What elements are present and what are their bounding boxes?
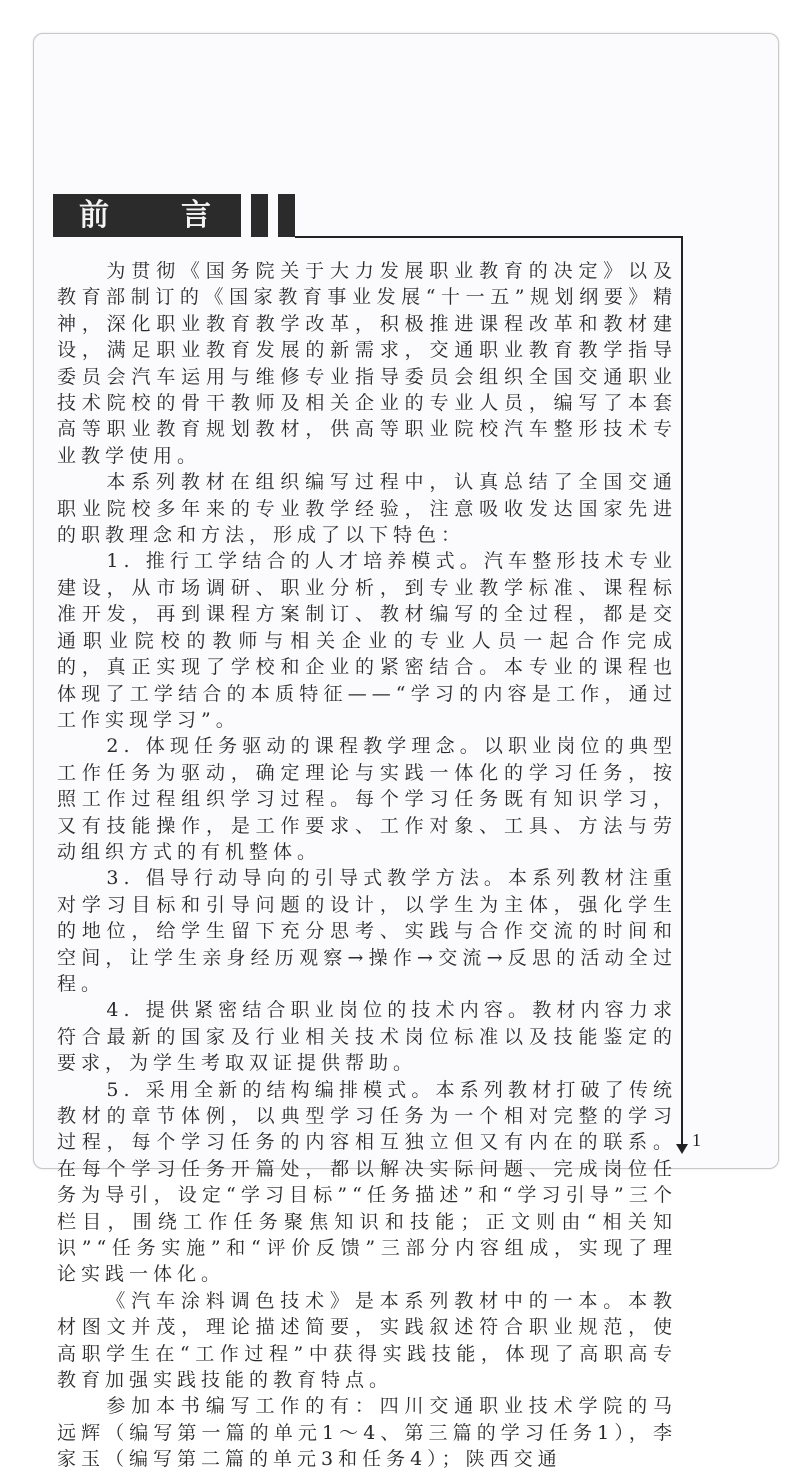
paragraph: 1. 推行工学结合的人才培养模式。汽车整形技术专业建设，从市场调研、职业分析，到专业教学标准、课程标准开发，再到课程方案制订、教材编写的全过程，都是交通职业院校的教师与相关企业的专业人员一起合作完成的，真正实现了学校和企业的紧密结合。本专业的课程也体现了工学结合的本质特征——“学习的内容是工作，通过工作实现学习”。	[57, 550, 677, 731]
arrow-down-icon	[676, 1144, 688, 1154]
paragraph: 5. 采用全新的结构编排模式。本系列教材打破了传统教材的章节体例，以典型学习任务为一个相对完整的学习过程，每个学习任务的内容相互独立但又有内在的联系。在每个学习任务开篇处，都以解决实际问题、完成岗位任务为导引，设定“学习目标”“任务描述”和“学习引导”三个栏目，围绕工作任务聚焦知识和技能；正文则由“相关知识”“任务实施”和“评价反馈”三部分内容组成，实现了理论实践一体化。	[57, 1078, 677, 1286]
paragraph: 参加本书编写工作的有：四川交通职业技术学院的马远辉（编写第一篇的单元1～4、第三篇的学习任务1），李家玉（编写第二篇的单元3和任务4）；陕西交通	[57, 1395, 677, 1471]
paragraph: 《汽车涂料调色技术》是本系列教材中的一本。本教材图文并茂，理论描述简要，实践叙述符合职业规范，使高职学生在“工作过程”中获得实践技能，体现了高职高专教育加强实践技能的教育特点。	[57, 1289, 677, 1392]
paragraph: 2. 体现任务驱动的课程教学理念。以职业岗位的典型工作任务为驱动，确定理论与实践一体化的学习任务，按照工作过程组织学习过程。每个学习任务既有知识学习，又有技能操作，是工作要求、工作对象、工具、方法与劳动组织方式的有机整体。	[57, 735, 677, 863]
preface-body	[57, 258, 677, 1473]
heading-decor-bar	[251, 194, 268, 237]
frame-rule-right	[681, 236, 683, 1146]
frame-rule-top	[295, 236, 682, 238]
paragraph: 3. 倡导行动导向的引导式教学方法。本系列教材注重对学习目标和引导问题的设计，以学生为主体，强化学生的地位，给学生留下充分思考、实践与合作交流的时间和空间，让学生亲身经历观察→操作→交流→反思的活动全过程。	[57, 867, 677, 995]
heading-char-2: 言	[181, 198, 211, 233]
heading-char-1: 前	[79, 198, 109, 233]
paragraph: 4. 提供紧密结合职业岗位的技术内容。教材内容力求符合最新的国家及行业相关技术岗位标准以及技能鉴定的要求，为学生考取双证提供帮助。	[57, 999, 677, 1075]
heading-decor-bar	[278, 194, 295, 237]
paragraph: 本系列教材在组织编写过程中，认真总结了全国交通职业院校多年来的专业教学经验，注意吸收发达国家先进的职教理念和方法，形成了以下特色：	[57, 471, 677, 547]
section-heading	[53, 194, 241, 237]
paragraph: 为贯彻《国务院关于大力发展职业教育的决定》以及教育部制订的《国家教育事业发展“十一五”规划纲要》精神，深化职业教育教学改革，积极推进课程改革和教材建设，满足职业教育发展的新需求，交通职业教育教学指导委员会汽车运用与维修专业指导委员会组织全国交通职业技术院校的骨干教师及相关企业的专业人员，编写了本套高等职业教育规划教材，供高等职业院校汽车整形技术专业教学使用。	[57, 260, 677, 467]
page-number: 1	[692, 1130, 701, 1150]
